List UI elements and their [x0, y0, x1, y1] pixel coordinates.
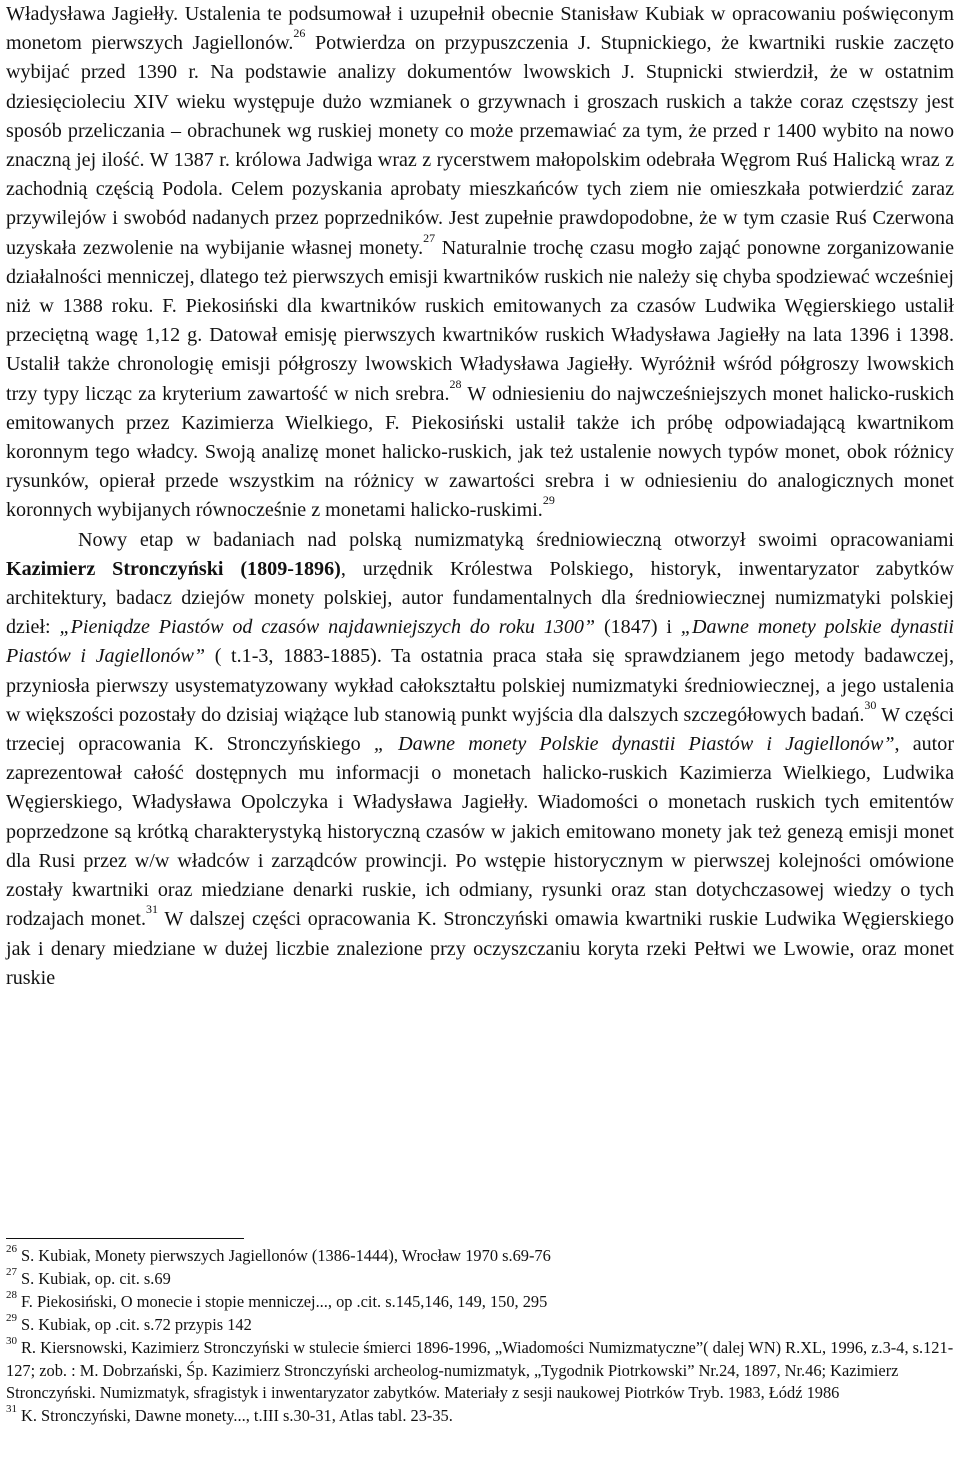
footnote-ref-28[interactable]: 28: [449, 376, 462, 391]
text-segment: Nowy etap w badaniach nad polską numizmatyką średniowieczną otworzył swoimi opracowaniami: [78, 528, 954, 551]
text-segment: Naturalnie trochę czasu mogło zająć ponowne zorganizowanie działalności menniczej, dlatego też pierwszych emisji kwartników ruskich nie należy się chyba spodziewać wcześniej niż w 1388 roku. F. Piekosiński dla kwartników ruskich emitowanych za czasów Ludwika Węgierskiego ustalił przeciętną wagę 1,12 g. Datował emisję pierwszych kwartników ruskich Władysława Jagiełły na lata 1396 i 1398. Ustalił także chronologię emisji półgroszy lwowskich Władysława Jagiełły. Wyróżnił wśród półgroszy lwowskich trzy typy licząc za kryterium zawartość w nich srebra.: [6, 236, 954, 405]
footnote-number: 26: [6, 1243, 17, 1255]
footnote-text: S. Kubiak, op .cit. s.72 przypis 142: [21, 1314, 252, 1334]
footnote-27: [6, 1265, 954, 1291]
text-segment: Potwierdza on przypuszczenia J. Stupnickiego, że kwartniki ruskie zaczęto wybijać przed 1390 r. Na podstawie analizy dokumentów lwowskich J. Stupnicki stwierdził, że w ostatnim dziesięcioleciu XIV wieku występuje dużo wzmianek o grzywnach i groszach ruskich a także coraz częstszy jest sposób przeliczania – obrachunek wg ruskiej monety co może przemawiać za tym, że przed r 1400 wybito na nowo znaczną jej ilość. W 1387 r. królowa Jadwiga wraz z rycerstwem małopolskim odebrała Węgrom Ruś Halicką wraz z zachodnią częścią Podola. Celem pozyskania aprobaty mieszkańców tych ziem nie omieszkała potwierdzić zaraz przywilejów i swobód nadanych przez poprzedników. Jest zupełnie prawdopodobne, że w tym czasie Ruś Czerwona uzyskała zezwolenie na wybijanie własnej monety.: [6, 32, 954, 259]
body-text: [6, 0, 954, 993]
footnote-ref-26[interactable]: 26: [293, 26, 306, 41]
footnote-number: 28: [6, 1288, 17, 1301]
footnote-text: K. Stronczyński, Dawne monety..., t.III s.30-31, Atlas tabl. 23-35.: [21, 1406, 453, 1426]
footnote-text: S. Kubiak, Monety pierwszych Jagiellonów (1386-1444), Wrocław 1970 s.69-76: [21, 1246, 551, 1265]
book-title-italic: „Pieniądze Piastów od czasów najdawniejszych do roku 1300”: [59, 616, 596, 639]
footnote-text: F. Piekosiński, O monecie i stopie menniczej..., op .cit. s.145,146, 149, 150, 295: [21, 1291, 548, 1311]
footnotes: [6, 1245, 954, 1428]
text-segment: W części trzeciej opracowania K. Stronczyńskiego: [6, 703, 954, 756]
text-segment: (1847) i: [595, 616, 681, 639]
paragraph-1: [6, 0, 954, 526]
footnote-ref-27[interactable]: 27: [423, 230, 436, 245]
footnote-ref-29[interactable]: 29: [542, 493, 555, 508]
footnote-text: R. Kiersnowski, Kazimierz Stronczyński w stulecie śmierci 1896-1996, „Wiadomości Numizmatyczne”( dalej WN) R.XL, 1996, z.3-4, s.121-127; zob. : M. Dobrzański, Śp. Kazimierz Stronczyński archeolog-numizmatyk, „Tygodnik Piotrkowski” Nr.24, 1897, Nr.46; Kazimierz Stronczyński. Numizmatyk, sfragistyk i inwentaryzator zabytków. Materiały z sesji naukowej Piotrków Tryb. 1983, Łódź 1986: [6, 1337, 954, 1403]
text-segment: , urzędnik Królestwa Polskiego, historyk, inwentaryzator zabytków architektury, badacz dziejów monety polskiej, autor fundamentalnych dla średniowiecznej numizmatyki polskiej dzieł:: [6, 557, 954, 639]
footnote-separator: [6, 1238, 244, 1239]
text-segment: , autor zaprezentował całość dostępnych mu informacji o monetach halicko-ruskich Kazimierza Wielkiego, Ludwika Węgierskiego, Władysława Opolczyka i Władysława Jagiełły. Wiadomości o monetach ruskich tych emitentów poprzedzone są krótką charakterystyką historyczną czasów w jakich emitowano monety jak też genezą emisji monet dla Rusi przez w/w władców i zarządców prowincji. Po wstępie historycznym w pierwszej kolejności omówione zostały kwartniki oraz miedziane denarki ruskie, ich odmiany, rysunki oraz stan dotychczasowej wiedzy o tych rodzajach monet.: [6, 733, 955, 931]
footnote-ref-30[interactable]: 30: [864, 697, 877, 712]
footnote-26: [6, 1245, 954, 1268]
book-title-italic: „Dawne monety polskie dynastii Piastów i Jagiellonów”: [6, 616, 954, 668]
footnote-number: 30: [6, 1334, 17, 1347]
footnote-number: 29: [6, 1311, 17, 1324]
paragraph-2: [6, 526, 954, 993]
document-page: [6, 0, 954, 993]
footnote-ref-31[interactable]: 31: [146, 902, 159, 917]
text-segment: W dalszej części opracowania K. Stronczyński omawia kwartniki ruskie Ludwika Węgierskiego jak i denary miedziane w dużej liczbie znalezione przy oczyszczaniu koryta rzeki Pełtwi we Lwowie, oraz monet ruskie: [6, 908, 954, 989]
author-name-bold: Kazimierz Stronczyński (1809-1896): [6, 557, 341, 580]
book-title-italic: „ Dawne monety Polskie dynastii Piastów i Jagiellonów”: [373, 733, 895, 756]
footnote-30: [6, 1334, 954, 1406]
text-segment: Władysława Jagiełły. Ustalenia te podsumował i uzupełnił obecnie Stanisław Kubiak w opracowaniu poświęconym monetom pierwszych Jagiellonów.: [6, 3, 954, 55]
footnote-31: [6, 1405, 954, 1428]
footnote-text: S. Kubiak, op. cit. s.69: [21, 1268, 171, 1288]
footnote-28: [6, 1288, 954, 1314]
text-segment: ( t.1-3, 1883-1885). Ta ostatnia praca stała się sprawdzianem jego metody badawczej, przyniosła pierwszy usystematyzowany wykład całokształtu polskiej numizmatyki średniowiecznej, a jego ustalenia w większości pozostały do dzisiaj wiążące lub stanowią punkt wyjścia dla dalszych szczegółowych badań.: [6, 645, 954, 726]
footnote-29: [6, 1311, 954, 1337]
footnote-number: 31: [6, 1403, 17, 1416]
footnote-number: 27: [6, 1265, 17, 1278]
text-segment: W odniesieniu do najwcześniejszych monet halicko-ruskich emitowanych przez Kazimierza Wielkiego, F. Piekosiński ustalił także ich próbę odpowiadającą kwartnikom koronnym tego władcy. Swoją analizę monet halicko-ruskich, jak też ustalenie nowych typów monet, obok różnicy rysunków, opierał przede wszystkim na różnicy w zawartości srebra i w odniesieniu do analogicznych monet koronnych wybijanych równocześnie z monetami halicko-ruskimi.: [6, 382, 955, 522]
